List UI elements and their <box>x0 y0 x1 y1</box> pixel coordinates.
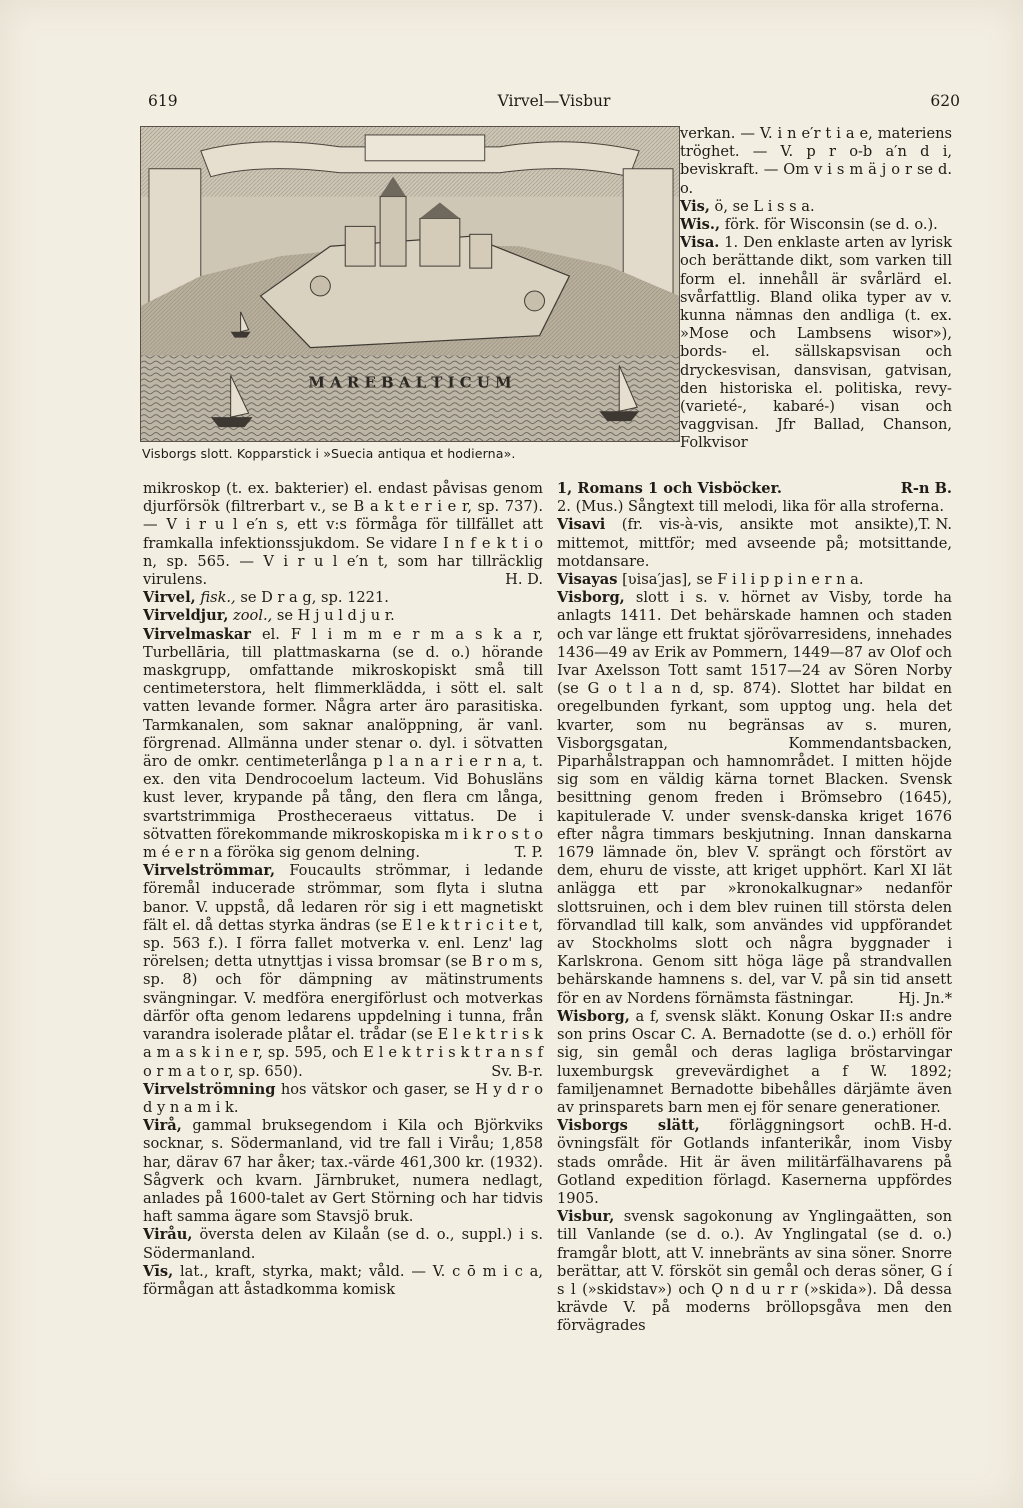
entry-headword: Wisborg, <box>557 1007 630 1025</box>
entry-headword: Wis., <box>680 216 721 234</box>
entry-virvel <box>143 589 543 607</box>
entry-text: 2. (Mus.) Sångtext till melodi, lika för alla stroferna. <box>557 498 945 516</box>
entry-headword: Visborg, <box>557 589 625 607</box>
entry-wis <box>680 216 952 234</box>
author-signature: H. D. <box>505 571 543 589</box>
entry-continuation <box>143 480 543 589</box>
entry-visavi <box>557 516 952 571</box>
entry-text: [ʋisa′jas], se F i l i p p i n e r n a. <box>617 571 864 589</box>
author-signature: Hj. Jn.* <box>898 989 952 1007</box>
engraving-figure <box>140 126 680 442</box>
author-signature: T. N. <box>918 516 952 534</box>
entry-virvelmaskar <box>143 626 543 863</box>
entry-visayas <box>557 571 952 589</box>
entry-headword: Vis, <box>680 197 710 215</box>
entry-text: se H j u l d j u r. <box>272 607 395 625</box>
author-signature: B. H-d. <box>900 1117 952 1135</box>
figure-caption: Visborgs slott. Kopparstick i »Suecia antiqua et hodierna». <box>142 446 516 461</box>
author-signature: Sv. B-r. <box>491 1062 543 1080</box>
right-top-column <box>680 125 952 453</box>
running-title: Virvel—Visbur <box>497 92 611 110</box>
entry-field: fisk., <box>195 589 236 607</box>
entry-text: el. F l i m m e r m a s k a r, Turbellāria, till plattmaskarna (se d. o.) hörande maskgrupp, omfattande mikroskopiskt små till centimeterstora, helt flimmerklädda, i sött el. salt vatten levande former. Några arter äro parasitiska. Tarmkanalen, som saknar analöppning, är vanl. förgrenad. Allmänna under stenar o. dyl. i sötvatten äro de omkr. centimeterlånga p l a n a r i e r n a, t. ex. den vita Dendrocoelum lacteum. Vid Bohusläns kust lever, krypande på tång, den flera cm långa, svartstrimmiga Prostheceraeus vittatus. De i sötvatten förekommande mikroskopiska m i k r o s t o m é e r n a föröka sig genom delning. <box>143 625 543 862</box>
entry-vira <box>143 1117 543 1226</box>
entry-text: 1, Romans 1 och Visböcker. <box>557 480 783 497</box>
entry-headword: Virvelströmmar, <box>143 862 276 880</box>
entry-text: svensk sagokonung av Ynglingaätten, son till Vanlande (se d. o.). Av Ynglingatal (se d. o.) framgår blott, att V. innebränts av sina söner. Snorre berättar, att V. försköt sin gemål och deras söner, G í s l (»skidstav») och Ǫ n d u r r (»skida»). Då dessa krävde V. på moderns bröllopsgåva men den förvägrades <box>557 1208 952 1335</box>
entry-headword: Virvel, <box>143 589 196 607</box>
entry-field: zool., <box>228 607 273 625</box>
author-signature: R-n B. <box>900 480 952 497</box>
entry-visborg <box>557 589 952 1008</box>
paragraph-text: verkan. — V. i n e′r t i a e, materiens tröghet. — V. p r o-b a′n d i, beviskraft. — Om v i s m ä j o r se d. o. <box>680 125 952 197</box>
entry-text: (fr. vis-à-vis, ansikte mot ansikte), mittemot, mittför; med avseende på; motsittande, motdansare. <box>557 516 952 570</box>
page-number-left: 619 <box>148 92 178 110</box>
entry-vis-lat <box>143 1263 543 1299</box>
entry-headword: Vīs, <box>143 1262 174 1280</box>
entry-text: förk. för Wisconsin (se d. o.). <box>720 216 938 234</box>
entry-text: förläggningsort och övningsfält för Gotlands infanterikår, inom Visby stads område. Hit är även militärfälhavarens på Gotland expedition förlagd. Kasernerna uppfördes 1905. <box>557 1117 952 1207</box>
entry-visborgs-slatt <box>557 1117 952 1208</box>
entry-virvelstrommar <box>143 862 543 1080</box>
entry-vis <box>680 198 952 216</box>
author-signature: T. P. <box>514 844 543 862</box>
entry-headword: Virå, <box>143 1117 182 1135</box>
entry-text: lat., kraft, styrka, makt; våld. — V. c ō m i c a, förmågan att åstadkomma komisk <box>143 1262 543 1298</box>
running-header <box>148 92 960 116</box>
entry-continuation <box>557 480 952 498</box>
castle-engraving <box>141 127 679 441</box>
entry-visbur <box>557 1208 952 1335</box>
entry-text: a f, svensk släkt. Konung Oskar II:s andre son prins Oscar C. A. Bernadotte (se d. o.) erhöll för sig, sin gemål och deras lagliga bröstarvingar luxemburgsk grevevärdighet a f W. 1892; familjenamnet Bernadotte bibehålles därjämte även av prinsparets barn men ej för senare generationer. <box>557 1007 952 1116</box>
entry-viran <box>143 1226 543 1262</box>
right-column <box>557 480 952 1336</box>
entry-text: slott i s. v. hörnet av Visby, torde ha anlagts 1411. Det behärskade hamnen och staden och var länge ett fruktat sjörövarresidens, innehades 1436—49 av Erik av Pommern, 1449—87 av Olof och Ivar Axelsson Tott samt 1517—24 av Sören Norby (se G o t l a n d, sp. 874). Slottet har bildat en oregelbunden fyrkant, som upptog ung. hela det kvarter, som nu begränsas av s. muren, Visborgsgatan, Kommendantsbacken, Piparhålstrappan och hamnområdet. I mitten höjde sig som en väldig kärna tornet Blacken. Svensk besittning genom freden i Brömsebro (1645), kapitulerade V. under svensk-danska kriget 1676 efter några timmars beskjutning. Innan danskarna 1679 lämnade ön, blev V. sprängt och förstört av dem, ehuru de visste, att kriget upphört. Karl XI lät anlägga ett par »kronokalkugnar» nedanför slottsruinen, och i dem blev ruinen till största delen förvandlad till kalk, som användes vid uppförandet av Stockholms slott och några byggnader i Karlskrona. Genom sitt höga läge på strandvallen behärskande hamnens s. del, var V. på sin tid ansett för en av Nordens förnämsta fästningar. <box>557 589 952 1007</box>
entry-virvelstromning <box>143 1081 543 1117</box>
entry-headword: Visbur, <box>557 1208 615 1226</box>
entry-headword: Virvelströmning <box>143 1080 276 1098</box>
entry-headword: Visa. <box>680 234 720 252</box>
entry-text: mikroskop (t. ex. bakterier) el. endast påvisas genom djurförsök (filtrerbart v., se B a k t e r i e r, sp. 737). — V i r u l e′n s, ett v:s förmåga för tillfället att framkalla infektionssjukdom. Se vidare I n f e k t i o n, sp. 565. — V i r u l e′n t, som har tillräcklig virulens. <box>143 480 543 589</box>
sea-label: M A R E B A L T I C U M <box>308 373 512 392</box>
entry-headword: Viråu, <box>143 1226 193 1244</box>
entry-headword: Virvelmaskar <box>143 625 251 643</box>
entry-text: ö, se L i s s a. <box>709 197 815 215</box>
entry-headword: Virveldjur, <box>143 607 229 625</box>
entry-virveldjur <box>143 607 543 625</box>
entry-text: Foucaults strömmar, i ledande föremål inducerade strömmar, som flyta i slutna banor. V. uppstå, då ledaren rör sig i ett magnetiskt fält el. då dettas styrka ändras (se E l e k t r i c i t e t, sp. 563 f.). I förra fallet motverka v. enl. Lenz' lag rörelsen; detta utnyttjas i vissa bromsar (se B r o m s, sp. 8) och för dämpning av mätinstruments svängningar. V. medföra energiförlust och motverkas därför ofta genom ledarens uppdelning i tunna, från varandra isolerade plåtar el. trådar (se E l e k t r i s k a m a s k i n e r, sp. 595, och E l e k t r i s k t r a n s f o r m a t o r, sp. 650). <box>143 862 543 1080</box>
entry-text: se D r a g, sp. 1221. <box>235 589 389 607</box>
entry-headword: Visayas <box>557 571 618 589</box>
entry-text: gammal bruksegendom i Kila och Björkviks socknar, s. Södermanland, vid tre fall i Viråu; 1,858 har, därav 67 har åker; tax.-värde 461,300 kr. (1932). Sågverk och kvarn. Järnbruket, numera nedlagt, anlades på 1600-talet av Gert Störning och har tidvis haft samma ägare som Stavsjö bruk. <box>143 1117 543 1226</box>
page-number-right: 620 <box>930 92 960 110</box>
entry-text: 1. Den enklaste arten av lyrisk och berättande dikt, som varken till form el. innehåll är svårlärd el. svårfattlig. Bland olika typer av v. kunna nämnas den andliga (t. ex. »Mose och Lambsens wisor»), bords- el. sällskapsvisan och dryckesvisan, dansvisan, gatvisan, den historiska el. politiska, revy-(varieté-, kabaré-) visan och vaggvisan. Jfr Ballad, Chanson, Folkvisor <box>680 234 952 452</box>
entry-visa <box>680 234 952 452</box>
paragraph <box>680 125 952 198</box>
entry-text: hos vätskor och gaser, se H y d r o d y n a m i k. <box>143 1080 543 1116</box>
entry-headword: Visavi <box>557 516 606 534</box>
left-column <box>143 480 543 1299</box>
entry-text: översta delen av Kilaån (se d. o., suppl.) i s. Södermanland. <box>143 1226 543 1262</box>
entry-headword: Visborgs slätt, <box>557 1117 700 1135</box>
